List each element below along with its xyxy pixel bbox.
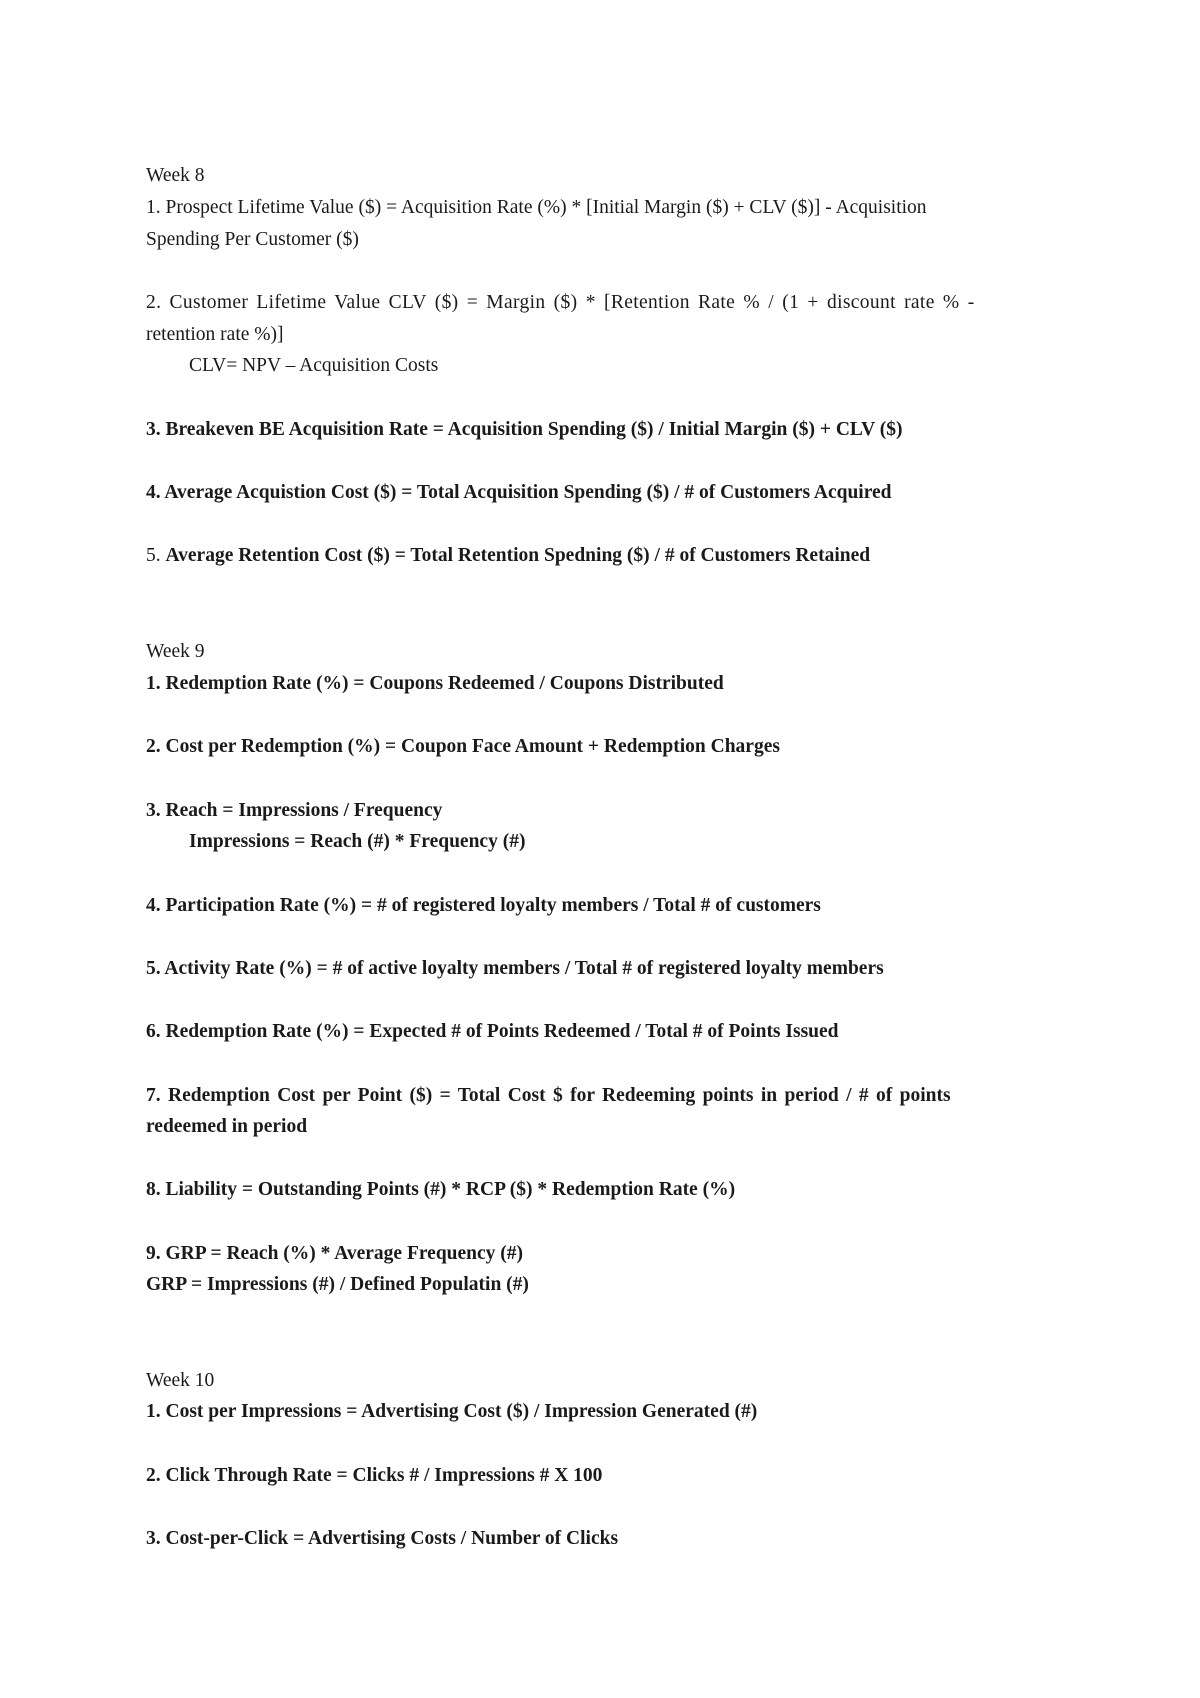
week8-item5 — [146, 544, 870, 568]
week9-item7-line1: 7. Redemption Cost per Point ($) = Total Cost $ for Redeeming points in period / # of points — [146, 1085, 951, 1106]
week9-item4: 4. Participation Rate (%) = # of registered loyalty members / Total # of customers — [146, 895, 821, 916]
week9-item6: 6. Redemption Rate (%) = Expected # of Points Redeemed / Total # of Points Issued — [146, 1021, 839, 1042]
week9-item1: 1. Redemption Rate (%) = Coupons Redeemed / Coupons Distributed — [146, 673, 724, 694]
week8-heading: Week 8 — [146, 165, 205, 186]
week8-item2-line2: retention rate %)] — [146, 324, 284, 345]
week8-item4: 4. Average Acquistion Cost ($) = Total Acquisition Spending ($) / # of Customers Acquired — [146, 482, 892, 503]
week10-item1: 1. Cost per Impressions = Advertising Cost ($) / Impression Generated (#) — [146, 1401, 758, 1422]
week9-item5: 5. Activity Rate (%) = # of active loyalty members / Total # of registered loyalty members — [146, 958, 884, 979]
week9-item8: 8. Liability = Outstanding Points (#) * RCP ($) * Redemption Rate (%) — [146, 1179, 736, 1200]
week8-item2-line1: 2. Customer Lifetime Value CLV ($) = Margin ($) * [Retention Rate % / (1 + discount rate % - — [146, 292, 975, 313]
week10-item2: 2. Click Through Rate = Clicks # / Impressions # X 100 — [146, 1465, 603, 1486]
week9-item3-sub: Impressions = Reach (#) * Frequency (#) — [189, 831, 526, 852]
week10-heading: Week 10 — [146, 1370, 215, 1391]
week9-item7-line2: redeemed in period — [146, 1116, 308, 1137]
week9-item2: 2. Cost per Redemption (%) = Coupon Face Amount + Redemption Charges — [146, 736, 780, 757]
week9-heading: Week 9 — [146, 641, 205, 662]
week8-item5-number: 5. — [146, 545, 161, 566]
week8-item5-text: Average Retention Cost ($) = Total Retention Spedning ($) / # of Customers Retained — [165, 545, 871, 566]
week8-item3: 3. Breakeven BE Acquisition Rate = Acquisition Spending ($) / Initial Margin ($) + CLV ($) — [146, 419, 903, 440]
week8-item1-line2: Spending Per Customer ($) — [146, 229, 359, 250]
week8-item2-sub: CLV= NPV – Acquisition Costs — [189, 355, 439, 376]
week8-item1-line1: 1. Prospect Lifetime Value ($) = Acquisition Rate (%) * [Initial Margin ($) + CLV ($)] - Acquisition — [146, 197, 927, 218]
week9-item9-line2: GRP = Impressions (#) / Defined Populatin (#) — [146, 1274, 529, 1295]
week9-item9-line1: 9. GRP = Reach (%) * Average Frequency (#) — [146, 1243, 524, 1264]
week10-item3: 3. Cost-per-Click = Advertising Costs / Number of Clicks — [146, 1528, 619, 1549]
week9-item3: 3. Reach = Impressions / Frequency — [146, 800, 443, 821]
